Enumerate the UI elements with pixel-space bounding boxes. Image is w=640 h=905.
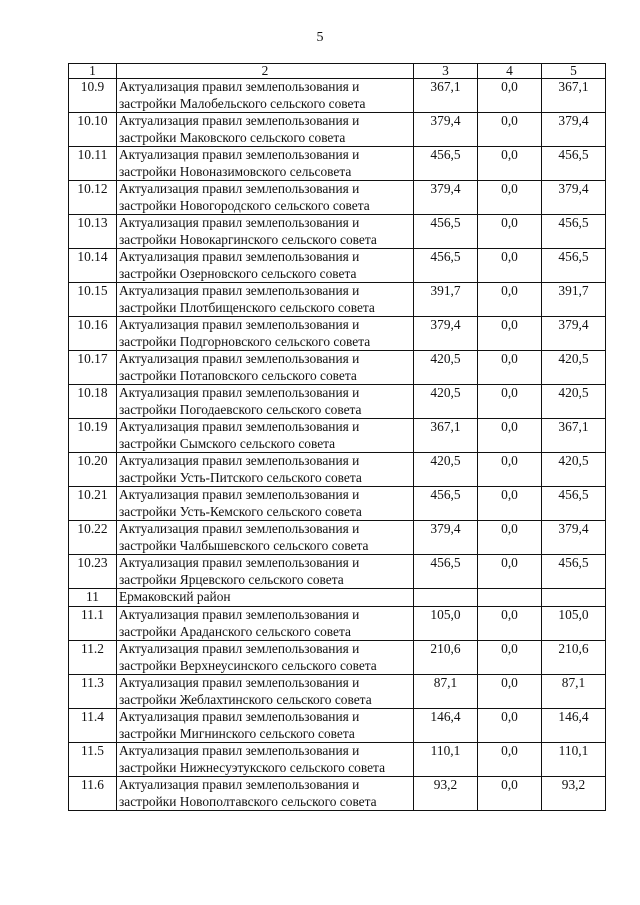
description-line-2: застройки Ярцевского сельского совета — [119, 571, 344, 587]
value-cell-c4: 0,0 — [478, 79, 542, 113]
value-cell-c4: 0,0 — [478, 521, 542, 555]
value-cell-c5: 87,1 — [542, 675, 606, 709]
description-line-2: застройки Маковского сельского совета — [119, 129, 346, 145]
description-line-1: Актуализация правил землепользования и — [119, 147, 360, 162]
row-description-cell — [117, 709, 414, 743]
value-cell-c4: 0,0 — [478, 555, 542, 589]
row-number-cell: 10.20 — [69, 453, 117, 487]
value-cell-c5: 379,4 — [542, 521, 606, 555]
description-line-1: Актуализация правил землепользования и — [119, 317, 360, 332]
value-cell-c5: 379,4 — [542, 317, 606, 351]
row-number-cell: 11.5 — [69, 743, 117, 777]
description-line-2: застройки Верхнеусинского сельского совета — [119, 657, 377, 673]
row-number-cell: 10.15 — [69, 283, 117, 317]
table-row — [69, 147, 606, 181]
value-cell-c4: 0,0 — [478, 147, 542, 181]
row-number-cell: 11.2 — [69, 641, 117, 675]
description-line-1: Актуализация правил землепользования и — [119, 607, 360, 622]
value-cell-c5: 420,5 — [542, 385, 606, 419]
description-line-1: Актуализация правил землепользования и — [119, 743, 360, 758]
table-row — [69, 743, 606, 777]
description-line-1: Ермаковский район — [119, 589, 231, 604]
table-row — [69, 641, 606, 675]
description-line-1: Актуализация правил землепользования и — [119, 777, 360, 792]
row-number-cell: 10.12 — [69, 181, 117, 215]
row-number-cell: 11.4 — [69, 709, 117, 743]
row-description-cell — [117, 113, 414, 147]
value-cell-c5: 456,5 — [542, 215, 606, 249]
row-description-cell — [117, 675, 414, 709]
description-line-1: Актуализация правил землепользования и — [119, 555, 360, 570]
header-col-5: 5 — [542, 64, 606, 79]
value-cell-c5: 379,4 — [542, 181, 606, 215]
description-line-2: застройки Мигнинского сельского совета — [119, 725, 355, 741]
description-line-2: застройки Погодаевского сельского совета — [119, 401, 362, 417]
table-row — [69, 487, 606, 521]
value-cell-c4: 0,0 — [478, 743, 542, 777]
row-number-cell: 11.6 — [69, 777, 117, 811]
value-cell-c3 — [414, 589, 478, 607]
value-cell-c3: 420,5 — [414, 453, 478, 487]
row-number-cell: 10.14 — [69, 249, 117, 283]
value-cell-c4: 0,0 — [478, 249, 542, 283]
row-description-cell — [117, 521, 414, 555]
value-cell-c3: 379,4 — [414, 181, 478, 215]
page-number: 5 — [316, 30, 324, 45]
row-description-cell — [117, 419, 414, 453]
description-line-2: застройки Сымского сельского совета — [119, 435, 336, 451]
table-row — [69, 521, 606, 555]
value-cell-c4: 0,0 — [478, 675, 542, 709]
value-cell-c4: 0,0 — [478, 113, 542, 147]
value-cell-c3: 367,1 — [414, 79, 478, 113]
header-col-1: 1 — [69, 64, 117, 79]
description-line-2: застройки Усть-Питского сельского совета — [119, 469, 362, 485]
description-line-1: Актуализация правил землепользования и — [119, 675, 360, 690]
description-line-1: Актуализация правил землепользования и — [119, 385, 360, 400]
value-cell-c5: 210,6 — [542, 641, 606, 675]
value-cell-c3: 456,5 — [414, 555, 478, 589]
value-cell-c3: 456,5 — [414, 249, 478, 283]
value-cell-c4: 0,0 — [478, 641, 542, 675]
row-description-cell — [117, 181, 414, 215]
value-cell-c5: 456,5 — [542, 555, 606, 589]
description-line-1: Актуализация правил землепользования и — [119, 283, 360, 298]
value-cell-c5: 146,4 — [542, 709, 606, 743]
description-line-2: застройки Нижнесуэтукского сельского совета — [119, 759, 386, 775]
value-cell-c5: 420,5 — [542, 453, 606, 487]
description-line-1: Актуализация правил землепользования и — [119, 453, 360, 468]
row-number-cell: 10.18 — [69, 385, 117, 419]
row-number-cell: 10.23 — [69, 555, 117, 589]
value-cell-c3: 87,1 — [414, 675, 478, 709]
row-number-cell: 10.19 — [69, 419, 117, 453]
row-number-cell: 10.22 — [69, 521, 117, 555]
value-cell-c3: 105,0 — [414, 607, 478, 641]
row-description-cell — [117, 317, 414, 351]
table-row — [69, 555, 606, 589]
row-description-cell — [117, 487, 414, 521]
value-cell-c5: 379,4 — [542, 113, 606, 147]
table-row — [69, 419, 606, 453]
header-col-4: 4 — [478, 64, 542, 79]
value-cell-c4: 0,0 — [478, 419, 542, 453]
value-cell-c3: 420,5 — [414, 385, 478, 419]
row-number-cell: 10.13 — [69, 215, 117, 249]
value-cell-c3: 93,2 — [414, 777, 478, 811]
value-cell-c5: 93,2 — [542, 777, 606, 811]
row-description-cell — [117, 249, 414, 283]
description-line-2: застройки Усть-Кемского сельского совета — [119, 503, 362, 519]
value-cell-c3: 146,4 — [414, 709, 478, 743]
row-description-cell — [117, 79, 414, 113]
description-line-2: застройки Жеблахтинского сельского совета — [119, 691, 372, 707]
row-description-cell — [117, 453, 414, 487]
table-row — [69, 79, 606, 113]
table-header-row — [69, 64, 606, 79]
row-number-cell: 10.16 — [69, 317, 117, 351]
value-cell-c4: 0,0 — [478, 709, 542, 743]
description-line-1: Актуализация правил землепользования и — [119, 215, 360, 230]
description-line-1: Актуализация правил землепользования и — [119, 181, 360, 196]
value-cell-c4: 0,0 — [478, 453, 542, 487]
value-cell-c3: 379,4 — [414, 521, 478, 555]
value-cell-c3: 456,5 — [414, 215, 478, 249]
row-number-cell: 10.10 — [69, 113, 117, 147]
row-number-cell: 11.3 — [69, 675, 117, 709]
row-description-cell — [117, 351, 414, 385]
description-line-1: Актуализация правил землепользования и — [119, 419, 360, 434]
value-cell-c3: 367,1 — [414, 419, 478, 453]
value-cell-c5: 367,1 — [542, 79, 606, 113]
value-cell-c5: 456,5 — [542, 487, 606, 521]
value-cell-c5: 456,5 — [542, 249, 606, 283]
row-description-cell — [117, 147, 414, 181]
table-row — [69, 777, 606, 811]
description-line-1: Актуализация правил землепользования и — [119, 709, 360, 724]
description-line-2: застройки Озерновского сельского совета — [119, 265, 357, 281]
value-cell-c4: 0,0 — [478, 351, 542, 385]
value-cell-c5: 110,1 — [542, 743, 606, 777]
row-description-cell — [117, 607, 414, 641]
table-row — [69, 607, 606, 641]
table-row — [69, 181, 606, 215]
value-cell-c3: 391,7 — [414, 283, 478, 317]
value-cell-c5: 420,5 — [542, 351, 606, 385]
row-number-cell: 10.17 — [69, 351, 117, 385]
row-description-cell — [117, 215, 414, 249]
table-body — [69, 79, 606, 811]
description-line-1: Актуализация правил землепользования и — [119, 641, 360, 656]
table-row — [69, 113, 606, 147]
description-line-2: застройки Новогородского сельского совета — [119, 197, 370, 213]
value-cell-c4: 0,0 — [478, 777, 542, 811]
row-description-cell — [117, 555, 414, 589]
value-cell-c3: 379,4 — [414, 113, 478, 147]
budget-table — [68, 63, 606, 811]
description-line-2: застройки Чалбышевского сельского совета — [119, 537, 369, 553]
value-cell-c5 — [542, 589, 606, 607]
description-line-1: Актуализация правил землепользования и — [119, 487, 360, 502]
description-line-1: Актуализация правил землепользования и — [119, 521, 360, 536]
value-cell-c4: 0,0 — [478, 215, 542, 249]
description-line-1: Актуализация правил землепользования и — [119, 249, 360, 264]
table-row — [69, 215, 606, 249]
value-cell-c3: 379,4 — [414, 317, 478, 351]
description-line-2: застройки Подгорновского сельского совета — [119, 333, 371, 349]
description-line-2: застройки Новокаргинского сельского совета — [119, 231, 377, 247]
table-row — [69, 453, 606, 487]
row-description-cell — [117, 641, 414, 675]
value-cell-c3: 420,5 — [414, 351, 478, 385]
value-cell-c4: 0,0 — [478, 283, 542, 317]
table-row — [69, 317, 606, 351]
value-cell-c5: 456,5 — [542, 147, 606, 181]
description-line-1: Актуализация правил землепользования и — [119, 113, 360, 128]
description-line-2: застройки Потаповского сельского совета — [119, 367, 357, 383]
description-line-2: застройки Плотбищенского сельского совета — [119, 299, 375, 315]
table-row — [69, 385, 606, 419]
row-number-cell: 10.9 — [69, 79, 117, 113]
row-description-cell — [117, 777, 414, 811]
table-row — [69, 283, 606, 317]
value-cell-c4 — [478, 589, 542, 607]
row-description-cell — [117, 743, 414, 777]
description-line-1: Актуализация правил землепользования и — [119, 351, 360, 366]
value-cell-c4: 0,0 — [478, 317, 542, 351]
table-row — [69, 249, 606, 283]
description-line-1: Актуализация правил землепользования и — [119, 79, 360, 94]
value-cell-c3: 210,6 — [414, 641, 478, 675]
header-col-3: 3 — [414, 64, 478, 79]
row-number-cell: 11.1 — [69, 607, 117, 641]
value-cell-c3: 110,1 — [414, 743, 478, 777]
header-col-2: 2 — [117, 64, 414, 79]
value-cell-c4: 0,0 — [478, 385, 542, 419]
section-row — [69, 589, 606, 607]
row-description-cell — [117, 283, 414, 317]
description-line-2: застройки Араданского сельского совета — [119, 623, 351, 639]
value-cell-c5: 367,1 — [542, 419, 606, 453]
row-number-cell: 11 — [69, 589, 117, 607]
row-number-cell: 10.11 — [69, 147, 117, 181]
value-cell-c3: 456,5 — [414, 487, 478, 521]
value-cell-c5: 391,7 — [542, 283, 606, 317]
description-line-2: застройки Новоназимовского сельсовета — [119, 163, 352, 179]
value-cell-c4: 0,0 — [478, 181, 542, 215]
row-number-cell: 10.21 — [69, 487, 117, 521]
value-cell-c4: 0,0 — [478, 487, 542, 521]
value-cell-c3: 456,5 — [414, 147, 478, 181]
table-row — [69, 709, 606, 743]
description-line-2: застройки Новополтавского сельского совета — [119, 793, 377, 809]
table-row — [69, 675, 606, 709]
row-description-cell — [117, 589, 414, 607]
row-description-cell — [117, 385, 414, 419]
value-cell-c4: 0,0 — [478, 607, 542, 641]
value-cell-c5: 105,0 — [542, 607, 606, 641]
table-row — [69, 351, 606, 385]
description-line-2: застройки Малобельского сельского совета — [119, 95, 366, 111]
